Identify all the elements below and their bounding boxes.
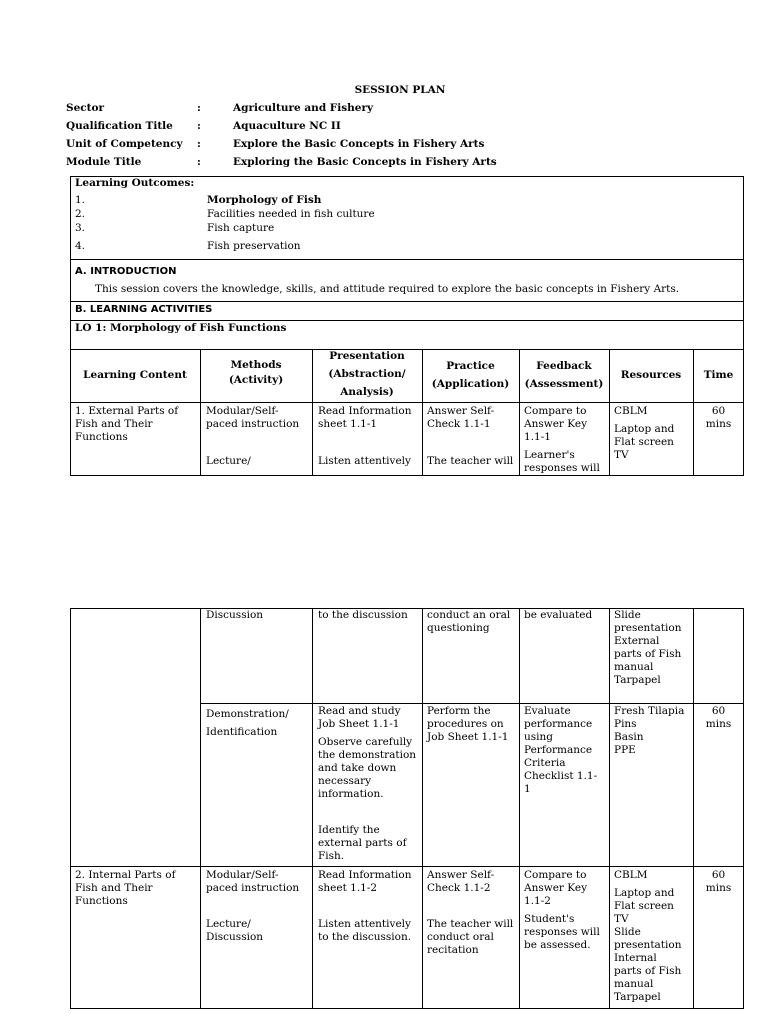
col-header-content: Learning Content [83, 369, 187, 381]
resources-cell: CBLM [614, 869, 648, 881]
divider [70, 402, 744, 403]
page-title: SESSION PLAN [354, 84, 446, 96]
divider [70, 301, 744, 302]
outcome-text: Morphology of Fish [207, 194, 322, 206]
resources-cell: Laptop and Flat screen TV Slide presentation Internal parts of Fish manual Tarpapel [614, 887, 682, 1003]
methods-cell: Modular/Self- paced instruction [206, 869, 300, 894]
content-cell: 2. Internal Parts of Fish and Their Functions [75, 869, 176, 907]
divider [70, 866, 744, 867]
divider [693, 608, 694, 1009]
presentation-cell: Listen attentively [318, 455, 411, 467]
header-label: Unit of Competency [66, 138, 183, 150]
content-cell: 1. External Parts of Fish and Their Functions [75, 405, 179, 443]
practice-cell: Perform the procedures on Job Sheet 1.1-1 [427, 705, 509, 743]
practice-cell: conduct an oral questioning [427, 609, 511, 634]
lo-heading: LO 1: Morphology of Fish Functions [75, 322, 287, 334]
divider [609, 608, 610, 1009]
practice-cell: The teacher will conduct oral recitation [427, 918, 514, 956]
col-header-practice: Practice (Application) [431, 360, 510, 390]
resources-cell: Laptop and Flat screen TV [614, 423, 675, 461]
introduction-heading: A. INTRODUCTION [75, 266, 177, 277]
header-colon: : [197, 156, 201, 168]
header-value: Explore the Basic Concepts in Fishery Arts [233, 138, 485, 150]
divider [200, 608, 201, 1009]
col-header-time: Time [703, 369, 734, 381]
methods-cell: Lecture/ [206, 455, 251, 467]
header-colon: : [197, 102, 201, 114]
practice-cell: The teacher will [427, 455, 514, 467]
header-label: Sector [66, 102, 105, 114]
presentation-cell: Read and study Job Sheet 1.1-1 [318, 705, 401, 730]
feedback-cell: Compare to Answer Key 1.1-1 [524, 405, 587, 443]
time-cell: 60 mins [705, 405, 732, 430]
divider [70, 259, 744, 260]
header-colon: : [197, 120, 201, 132]
header-label: Module Title [66, 156, 142, 168]
feedback-cell: Learner's responses will [524, 449, 600, 474]
header-value: Exploring the Basic Concepts in Fishery Arts [233, 156, 497, 168]
presentation-cell: to the discussion [318, 609, 408, 621]
methods-cell: Demonstration/ Identification [206, 708, 289, 738]
resources-cell: Fresh Tilapia Pins Basin PPE [614, 705, 685, 756]
presentation-cell: Read Information sheet 1.1-2 [318, 869, 412, 894]
presentation-cell: Read Information sheet 1.1-1 [318, 405, 412, 430]
outcome-text: Fish preservation [207, 240, 301, 252]
header-value: Agriculture and Fishery [233, 102, 374, 114]
col-header-methods: Methods (Activity) [228, 359, 284, 386]
practice-cell: Answer Self- Check 1.1-1 [427, 405, 495, 430]
introduction-text: This session covers the knowledge, skills, and attitude required to explore the basic concepts in Fishery Arts. [95, 283, 680, 295]
divider [312, 608, 313, 1009]
divider [422, 608, 423, 1009]
header-label: Qualification Title [66, 120, 173, 132]
col-header-presentation: Presentation (Abstraction/ Analysis) [328, 350, 406, 398]
resources-cell: Slide presentation External parts of Fish manual Tarpapel [614, 609, 682, 686]
presentation-cell: Identify the external parts of Fish. [318, 824, 407, 862]
presentation-cell: Observe carefully the demonstration and take down necessary information. [318, 736, 417, 800]
header-colon: : [197, 138, 201, 150]
resources-cell: CBLM [614, 405, 648, 417]
outcome-number: 3. [75, 222, 86, 234]
methods-cell: Discussion [206, 609, 264, 621]
outcome-number: 2. [75, 208, 86, 220]
presentation-cell: Listen attentively to the discussion. [318, 918, 412, 943]
outcome-number: 4. [75, 240, 86, 252]
outcome-text: Fish capture [207, 222, 275, 234]
outcome-text: Facilities needed in fish culture [207, 208, 375, 220]
feedback-cell: Compare to Answer Key 1.1-2 [524, 869, 587, 907]
practice-cell: Answer Self- Check 1.1-2 [427, 869, 495, 894]
learning-activities-heading: B. LEARNING ACTIVITIES [75, 304, 213, 315]
methods-cell: Lecture/ Discussion [206, 918, 264, 943]
time-cell: 60 mins [705, 869, 732, 894]
divider [519, 608, 520, 1009]
feedback-cell: Evaluate performance using Performance Criteria Checklist 1.1- 1 [524, 705, 598, 795]
col-header-feedback: Feedback (Assessment) [524, 360, 604, 390]
header-value: Aquaculture NC II [233, 120, 341, 132]
methods-cell: Modular/Self- paced instruction [206, 405, 300, 430]
divider [70, 320, 744, 321]
learning-outcomes-heading: Learning Outcomes: [75, 177, 195, 189]
divider [200, 703, 744, 704]
outcome-number: 1. [75, 194, 86, 206]
time-cell: 60 mins [705, 705, 732, 730]
col-header-resources: Resources [620, 369, 682, 381]
feedback-cell: be evaluated [524, 609, 593, 621]
feedback-cell: Student's responses will be assessed. [524, 913, 600, 951]
